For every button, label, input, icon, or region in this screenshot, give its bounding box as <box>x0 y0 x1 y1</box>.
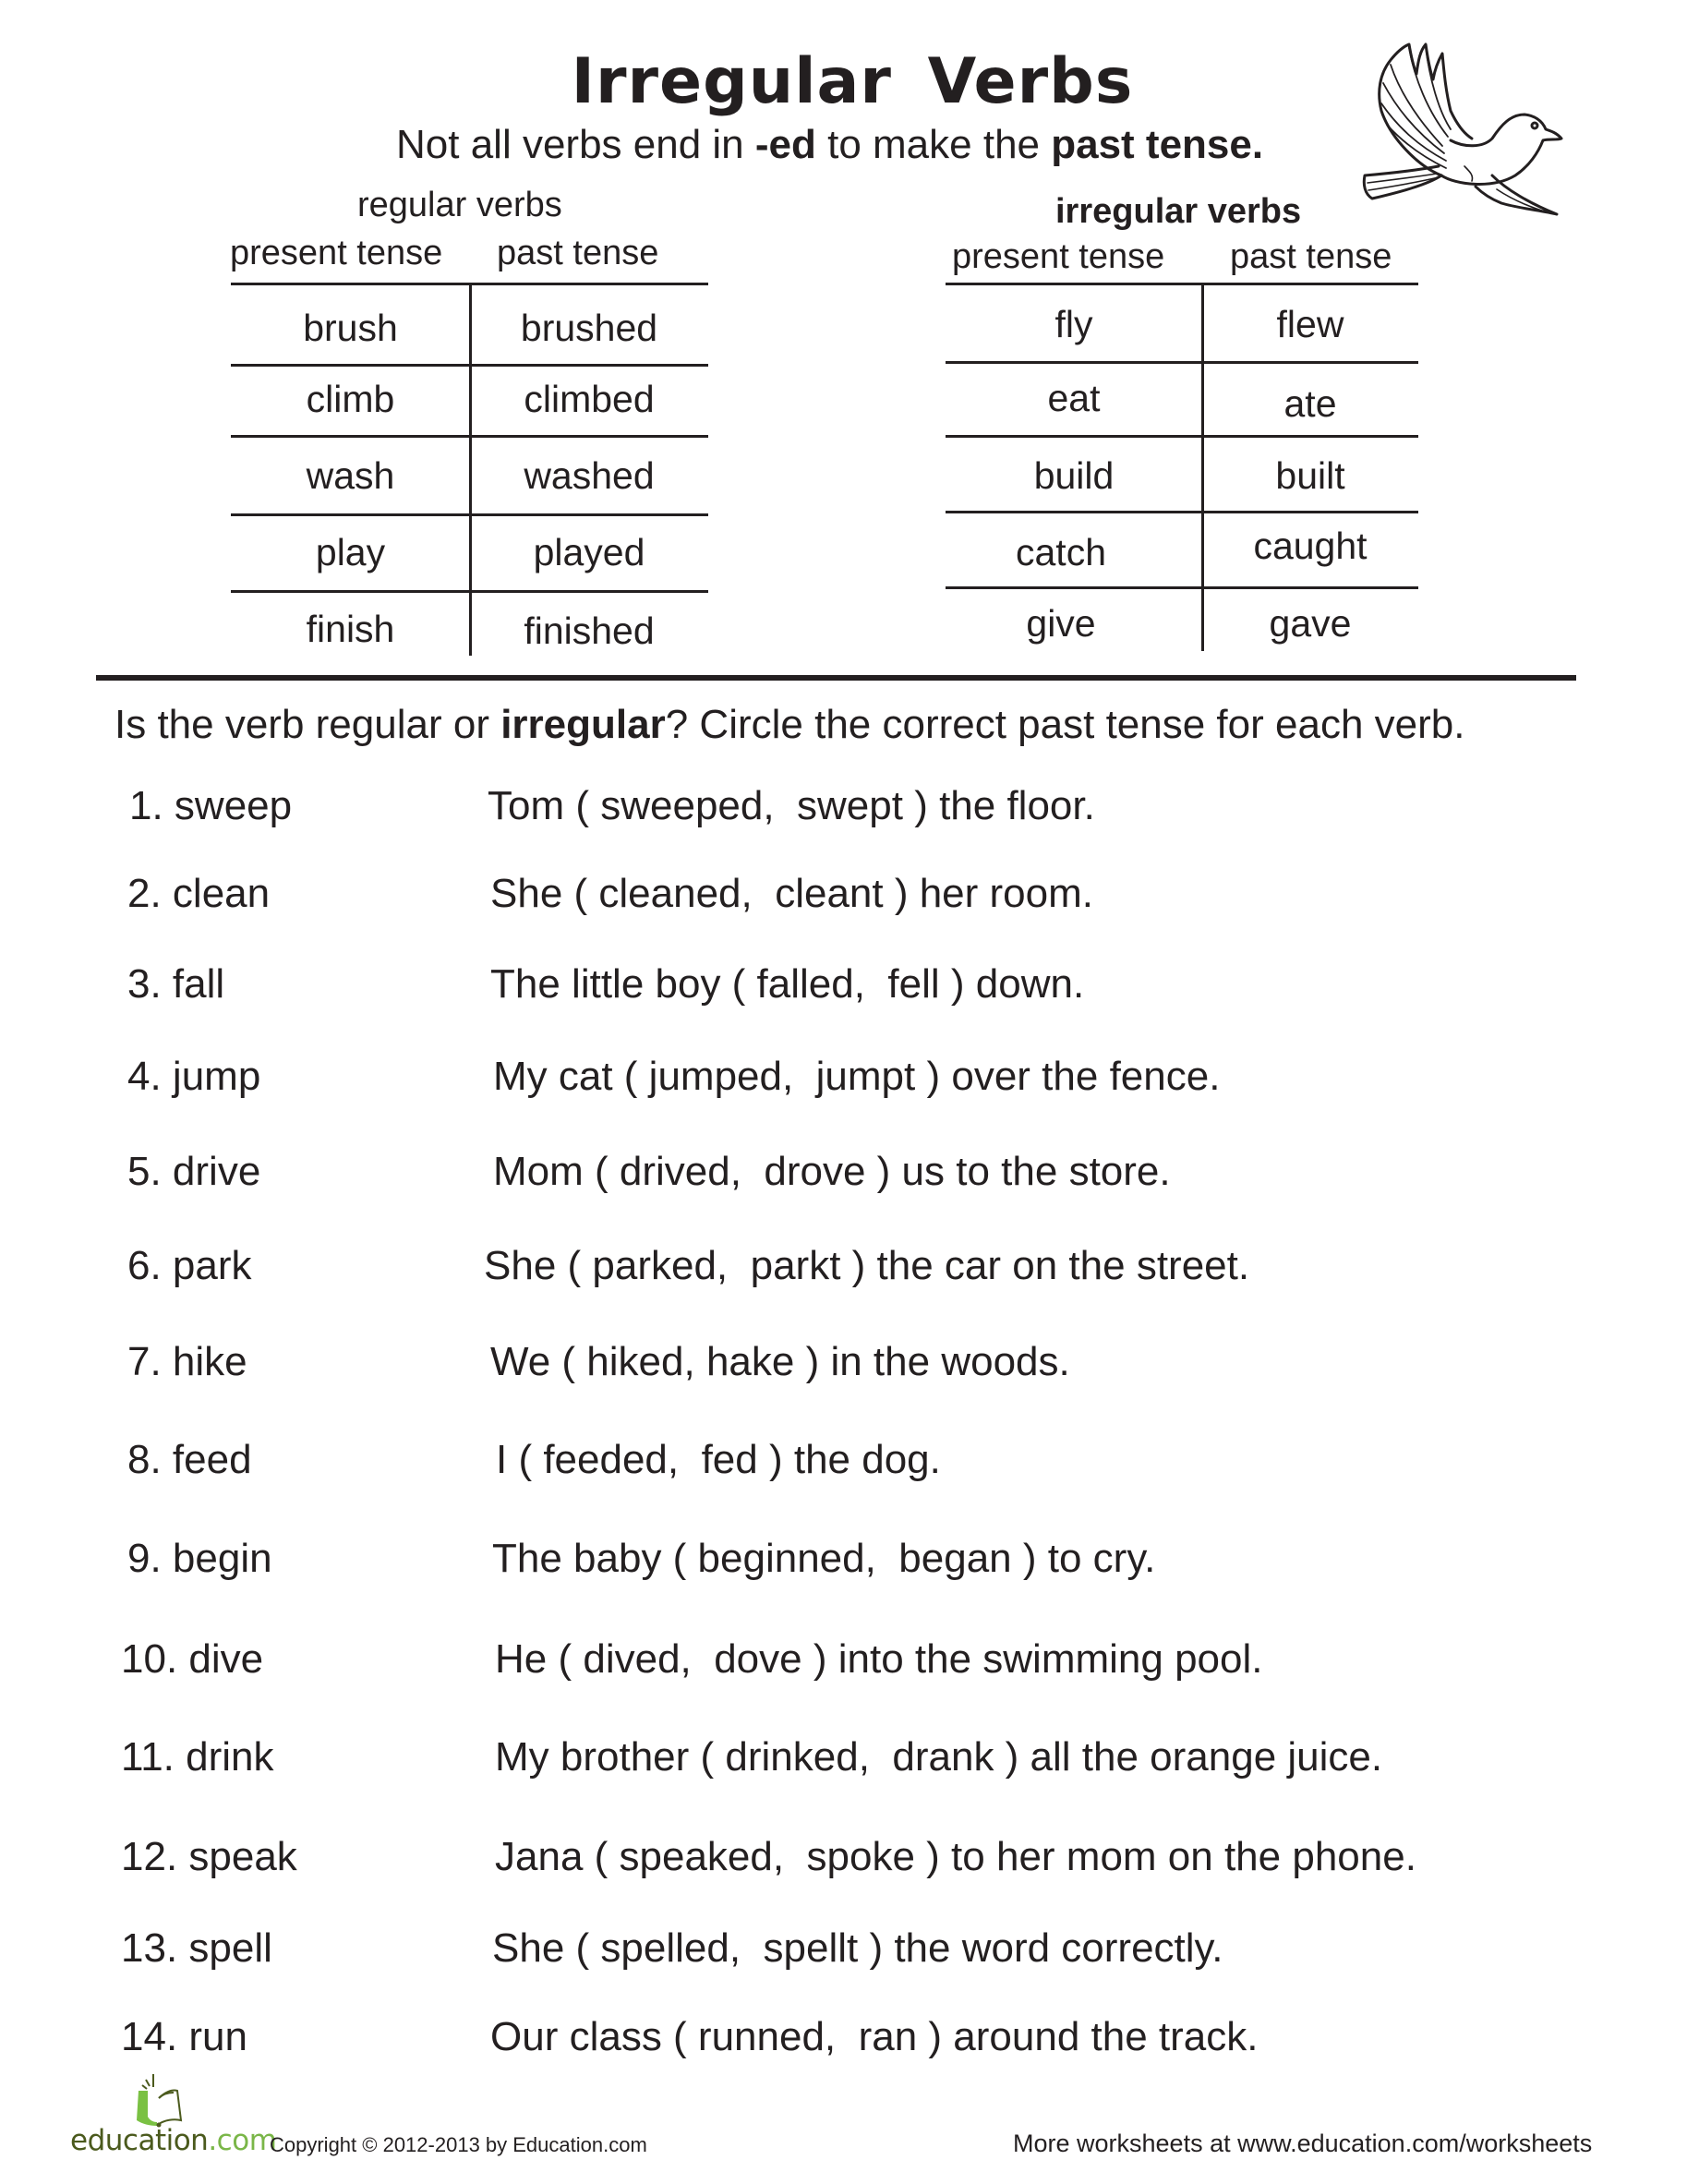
instructions-part: ? Circle the correct past tense for each verb. <box>665 702 1465 747</box>
regular-present-cell: finish <box>306 608 395 650</box>
exercise-verb: 8. feed <box>127 1437 252 1482</box>
exercise-sentence[interactable]: He ( dived, dove ) into the swimming pool. <box>495 1636 1263 1682</box>
subtitle-bold-past-tense: past tense. <box>1051 122 1264 167</box>
regular-past-tense-header: past tense <box>497 234 659 272</box>
exercise-verb: 1. sweep <box>129 783 293 828</box>
exercise-verb: 7. hike <box>127 1339 247 1384</box>
exercise-sentence[interactable]: Tom ( sweeped, swept ) the floor. <box>488 783 1095 828</box>
page-title: Irregular Verbs <box>571 45 1134 118</box>
irregular-present-cell: eat <box>1047 377 1101 419</box>
regular-past-cell: washed <box>524 454 655 497</box>
irregular-past-tense-header: past tense <box>1230 237 1392 276</box>
regular-row-rule <box>231 435 708 438</box>
instructions-bold-irregular: irregular <box>500 702 666 747</box>
instructions <box>114 702 1465 747</box>
exercise-verb: 6. park <box>127 1243 252 1288</box>
exercise-verb: 4. jump <box>127 1054 261 1099</box>
copyright-text: Copyright © 2012-2013 by Education.com <box>270 2133 647 2156</box>
exercise-verb: 14. run <box>121 2014 247 2059</box>
regular-row-rule <box>231 513 708 516</box>
exercise-sentence[interactable]: We ( hiked, hake ) in the woods. <box>490 1339 1070 1384</box>
irregular-verbs-label: irregular verbs <box>1055 192 1302 231</box>
exercise-verb: 5. drive <box>127 1149 261 1194</box>
exercise-verb: 3. fall <box>127 961 225 1007</box>
exercise-sentence[interactable]: The baby ( beginned, began ) to cry. <box>492 1536 1156 1581</box>
regular-present-cell: play <box>315 531 386 573</box>
regular-present-cell: wash <box>306 454 395 497</box>
regular-past-cell: played <box>533 531 645 573</box>
regular-past-cell: climbed <box>524 378 655 420</box>
exercise-sentence[interactable]: I ( feeded, fed ) the dog. <box>496 1437 941 1482</box>
exercise-sentence[interactable]: She ( cleaned, cleant ) her room. <box>490 871 1093 916</box>
exercise-sentence[interactable]: She ( parked, parkt ) the car on the street. <box>484 1243 1250 1288</box>
exercise-verb: 12. speak <box>121 1834 297 1879</box>
irregular-row-rule <box>946 361 1418 364</box>
regular-row-rule <box>231 364 708 367</box>
irregular-present-tense-header: present tense <box>952 237 1165 276</box>
regular-present-tense-header: present tense <box>230 234 443 272</box>
irregular-past-cell: gave <box>1269 602 1352 645</box>
education-com-logo[interactable] <box>70 2124 277 2157</box>
logo-text-education: education <box>70 2124 209 2157</box>
irregular-past-cell: built <box>1275 454 1345 497</box>
exercise-verb: 2. clean <box>127 871 271 916</box>
exercise-sentence[interactable]: The little boy ( falled, fell ) down. <box>490 961 1085 1007</box>
subtitle-part: to make the <box>815 122 1052 167</box>
exercise-verb: 10. dive <box>121 1636 264 1682</box>
regular-present-cell: brush <box>303 307 398 349</box>
irregular-past-cell: caught <box>1253 525 1368 567</box>
logo-text-com: .com <box>208 2124 277 2157</box>
exercise-verb: 11. drink <box>121 1734 274 1780</box>
irregular-row-rule <box>946 511 1418 513</box>
regular-verbs-label: regular verbs <box>357 186 562 224</box>
irregular-row-rule <box>946 586 1418 589</box>
more-worksheets-link[interactable]: More worksheets at www.education.com/worksheets <box>1013 2130 1593 2157</box>
exercise-sentence[interactable]: My cat ( jumped, jumpt ) over the fence. <box>493 1054 1221 1099</box>
subtitle-bold-ed: -ed <box>754 122 816 167</box>
exercise-verb: 9. begin <box>127 1536 272 1581</box>
exercise-sentence[interactable]: Mom ( drived, drove ) us to the store. <box>493 1149 1171 1194</box>
subtitle-part: Not all verbs end in <box>396 122 755 167</box>
irregular-past-cell: ate <box>1283 382 1337 425</box>
regular-present-cell: climb <box>306 378 395 420</box>
exercise-verb: 13. spell <box>121 1925 272 1971</box>
exercise-sentence[interactable]: My brother ( drinked, drank ) all the orange juice. <box>495 1734 1383 1780</box>
exercise-sentence[interactable]: Our class ( runned, ran ) around the track. <box>490 2014 1259 2059</box>
regular-past-cell: finished <box>524 609 655 652</box>
irregular-row-rule <box>946 435 1418 438</box>
exercise-sentence[interactable]: She ( spelled, spellt ) the word correctly. <box>492 1925 1223 1971</box>
exercise-sentence[interactable]: Jana ( speaked, spoke ) to her mom on the phone. <box>495 1834 1416 1879</box>
irregular-present-cell: fly <box>1054 303 1093 345</box>
irregular-present-cell: build <box>1033 454 1115 497</box>
regular-past-cell: brushed <box>520 307 658 349</box>
irregular-past-cell: flew <box>1276 303 1344 345</box>
open-book-icon <box>126 2072 192 2131</box>
irregular-header-rule <box>946 283 1418 285</box>
subtitle <box>396 122 1264 167</box>
section-divider <box>96 675 1576 681</box>
instructions-part: Is the verb regular or <box>114 702 501 747</box>
regular-row-rule <box>231 590 708 593</box>
irregular-present-cell: catch <box>1016 531 1106 573</box>
irregular-present-cell: give <box>1026 602 1096 645</box>
bird-illustration-icon <box>1354 37 1566 222</box>
